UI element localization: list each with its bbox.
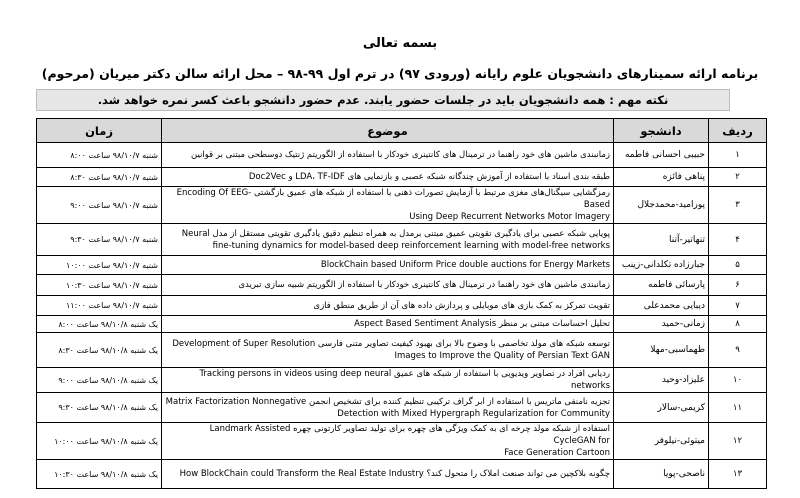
cell-num: ۷	[709, 296, 767, 316]
cell-topic	[162, 296, 614, 316]
topic-line: توسعه شبکه های مولد تخاصمی با وضوح بالا برای بهبود کیفیت تصاویر متنی فارسی Development of Super Resolution	[172, 339, 610, 349]
cell-student: علیزاد-وحید	[614, 368, 709, 393]
cell-num: ۱۰	[709, 368, 767, 393]
topic-line: پویایی شبکه عصبی برای یادگیری تقویتی عمیق مبتنی برمدل به همراه تنظیم دقیق یادگیری تقویتی مستقل از مدل Neural	[181, 228, 610, 239]
table-row	[37, 275, 767, 296]
topic-line: fine-tuning dynamics for model-based deep reinforcement learning with model-free networks	[212, 240, 610, 251]
table-row	[37, 187, 767, 224]
cell-time: یک شنبه ۹۸/۱۰/۸ ساعت ۱۰:۰۰	[37, 423, 162, 460]
cell-time: شنبه ۹۸/۱۰/۷ ساعت ۹:۳۰	[37, 224, 162, 256]
cell-student: میتوئی-نیلوفر	[614, 423, 709, 460]
topic-line: رمزگشایی سیگنال‌های مغزی مرتبط با آزمایش تصورات ذهنی با استفاده از شبکه های عمیق بازگشتی Encoding Of EEG-Based	[176, 188, 610, 210]
cell-student: زمانی-حمید	[614, 316, 709, 333]
cell-num: ۲	[709, 168, 767, 187]
cell-topic	[162, 423, 614, 460]
table-row	[37, 393, 767, 423]
page-title: برنامه ارائه سمینارهای دانشجویان علوم رایانه (ورودی ۹۷) در ترم اول ۹۹-۹۸ – محل ارائه سالن دکتر میریان (مرحوم)	[41, 66, 759, 81]
header-topic: موضوع	[162, 119, 614, 143]
topic-line: BlockChain based Uniform Price double auctions for Energy Markets	[320, 260, 610, 270]
cell-student: ناصحی-پویا	[614, 460, 709, 489]
cell-student: پارسائی فاطمه	[614, 275, 709, 296]
topic-line: زمانبندی ماشین های خود راهنما در ترمینال های کانتینری خودکار با استفاده از الگوریتم شبیه سازی تبریدی	[238, 280, 610, 290]
table-row	[37, 460, 767, 489]
cell-time: شنبه ۹۸/۱۰/۷ ساعت ۹:۰۰	[37, 187, 162, 224]
cell-num: ۶	[709, 275, 767, 296]
topic-line: Using Deep Recurrent Networks Motor Imagery	[409, 212, 610, 222]
cell-student: دیبایی محمدعلی	[614, 296, 709, 316]
cell-num: ۹	[709, 333, 767, 368]
topic-line: Face Generation Cartoon	[504, 448, 610, 458]
topic-line: Detection with Mixed Hypergraph Regularization for Community	[337, 408, 610, 419]
cell-num: ۱۲	[709, 423, 767, 460]
cell-num: ۱۳	[709, 460, 767, 489]
cell-topic	[162, 333, 614, 368]
cell-time: شنبه ۹۸/۱۰/۷ ساعت ۱۰:۳۰	[37, 275, 162, 296]
cell-time: شنبه ۹۸/۱۰/۷ ساعت ۸:۰۰	[37, 143, 162, 168]
table-header-row	[37, 119, 767, 143]
cell-student: تنهاتیر-آتنا	[614, 224, 709, 256]
topic-line: تحلیل احساسات مبتنی بر منظر Aspect Based Sentiment Analysis	[354, 319, 610, 329]
bismillah-heading: بسمه تعالی	[362, 36, 438, 51]
cell-time: یک شنبه ۹۸/۱۰/۸ ساعت ۸:۳۰	[37, 333, 162, 368]
header-time: زمان	[37, 119, 162, 143]
cell-time: یک شنبه ۹۸/۱۰/۸ ساعت ۱۰:۳۰	[37, 460, 162, 489]
cell-topic	[162, 256, 614, 275]
cell-time: شنبه ۹۸/۱۰/۷ ساعت ۱۰:۰۰	[37, 256, 162, 275]
cell-topic	[162, 187, 614, 224]
cell-topic	[162, 275, 614, 296]
cell-student: طهماسبی-مهلا	[614, 333, 709, 368]
topic-line: تجزیه نامنفی ماتریس با استفاده از ابر گراف ترکیبی تنظیم کننده برای تشخیص انجمن Matrix Factorization Nonnegative	[165, 396, 610, 407]
seminar-schedule-table	[36, 118, 767, 489]
cell-time: یک شنبه ۹۸/۱۰/۸ ساعت ۹:۳۰	[37, 393, 162, 423]
table-row	[37, 256, 767, 275]
topic-line: زمانبندی ماشین های خود راهنما در ترمینال های کانتینری خودکار با استفاده از الگوریتم ژنتیک دوسطحی مبتنی بر قوانین	[191, 150, 610, 160]
table-row	[37, 143, 767, 168]
table-row	[37, 224, 767, 256]
cell-topic	[162, 460, 614, 489]
cell-topic	[162, 368, 614, 393]
cell-time: یک شنبه ۹۸/۱۰/۸ ساعت ۸:۰۰	[37, 316, 162, 333]
header-student: دانشجو	[614, 119, 709, 143]
topic-line: چگونه بلاکچین می تواند صنعت املاک را متحول کند؟ How BlockChain could Transform the Real Estate Industry	[179, 469, 610, 479]
cell-num: ۵	[709, 256, 767, 275]
cell-student: پورامید-محمدجلال	[614, 187, 709, 224]
cell-time: شنبه ۹۸/۱۰/۷ ساعت ۱۱:۰۰	[37, 296, 162, 316]
cell-num: ۳	[709, 187, 767, 224]
cell-num: ۸	[709, 316, 767, 333]
table-row	[37, 423, 767, 460]
topic-line: ردیابی افراد در تصاویر ویدیویی با استفاده از شبکه های عمیق Tracking persons in videos using deep neural networks	[199, 369, 610, 391]
cell-student: پناهی فائزه	[614, 168, 709, 187]
cell-num: ۱	[709, 143, 767, 168]
cell-time: یک شنبه ۹۸/۱۰/۸ ساعت ۹:۰۰	[37, 368, 162, 393]
cell-time: شنبه ۹۸/۱۰/۷ ساعت ۸:۳۰	[37, 168, 162, 187]
cell-topic	[162, 224, 614, 256]
header-num: ردیف	[709, 119, 767, 143]
table-row	[37, 368, 767, 393]
cell-student: جبارزاده تکلدانی-زینب	[614, 256, 709, 275]
topic-line: استفاده از شبکه مولد چرخه ای به کمک ویژگی های چهره برای تولید تصاویر کارتونی چهره Landmark Assisted CycleGAN for	[209, 424, 610, 446]
cell-topic	[162, 168, 614, 187]
cell-topic	[162, 393, 614, 423]
topic-line: تقویت تمرکز به کمک بازی های موبایلی و پردازش داده های آن از طریق منطق فازی	[313, 300, 610, 311]
cell-topic	[162, 316, 614, 333]
cell-topic	[162, 143, 614, 168]
table-row	[37, 333, 767, 368]
important-note: نکته مهم : همه دانشجویان باید در جلسات حضور یابند. عدم حضور دانشجو باعث کسر نمره خواهد شد.	[36, 89, 730, 111]
cell-num: ۴	[709, 224, 767, 256]
cell-student: کریمی-سالار	[614, 393, 709, 423]
topic-line: طبقه بندی اسناد با استفاده از آموزش چندگانه شبکه عصبی و بازنمایی های LDA، TF-IDF و Doc2Vec	[248, 172, 610, 182]
cell-num: ۱۱	[709, 393, 767, 423]
cell-student: حبیبی احسانی فاطمه	[614, 143, 709, 168]
table-row	[37, 316, 767, 333]
table-row	[37, 168, 767, 187]
topic-line: Images to Improve the Quality of Persian Text GAN	[394, 351, 610, 361]
table-row	[37, 296, 767, 316]
